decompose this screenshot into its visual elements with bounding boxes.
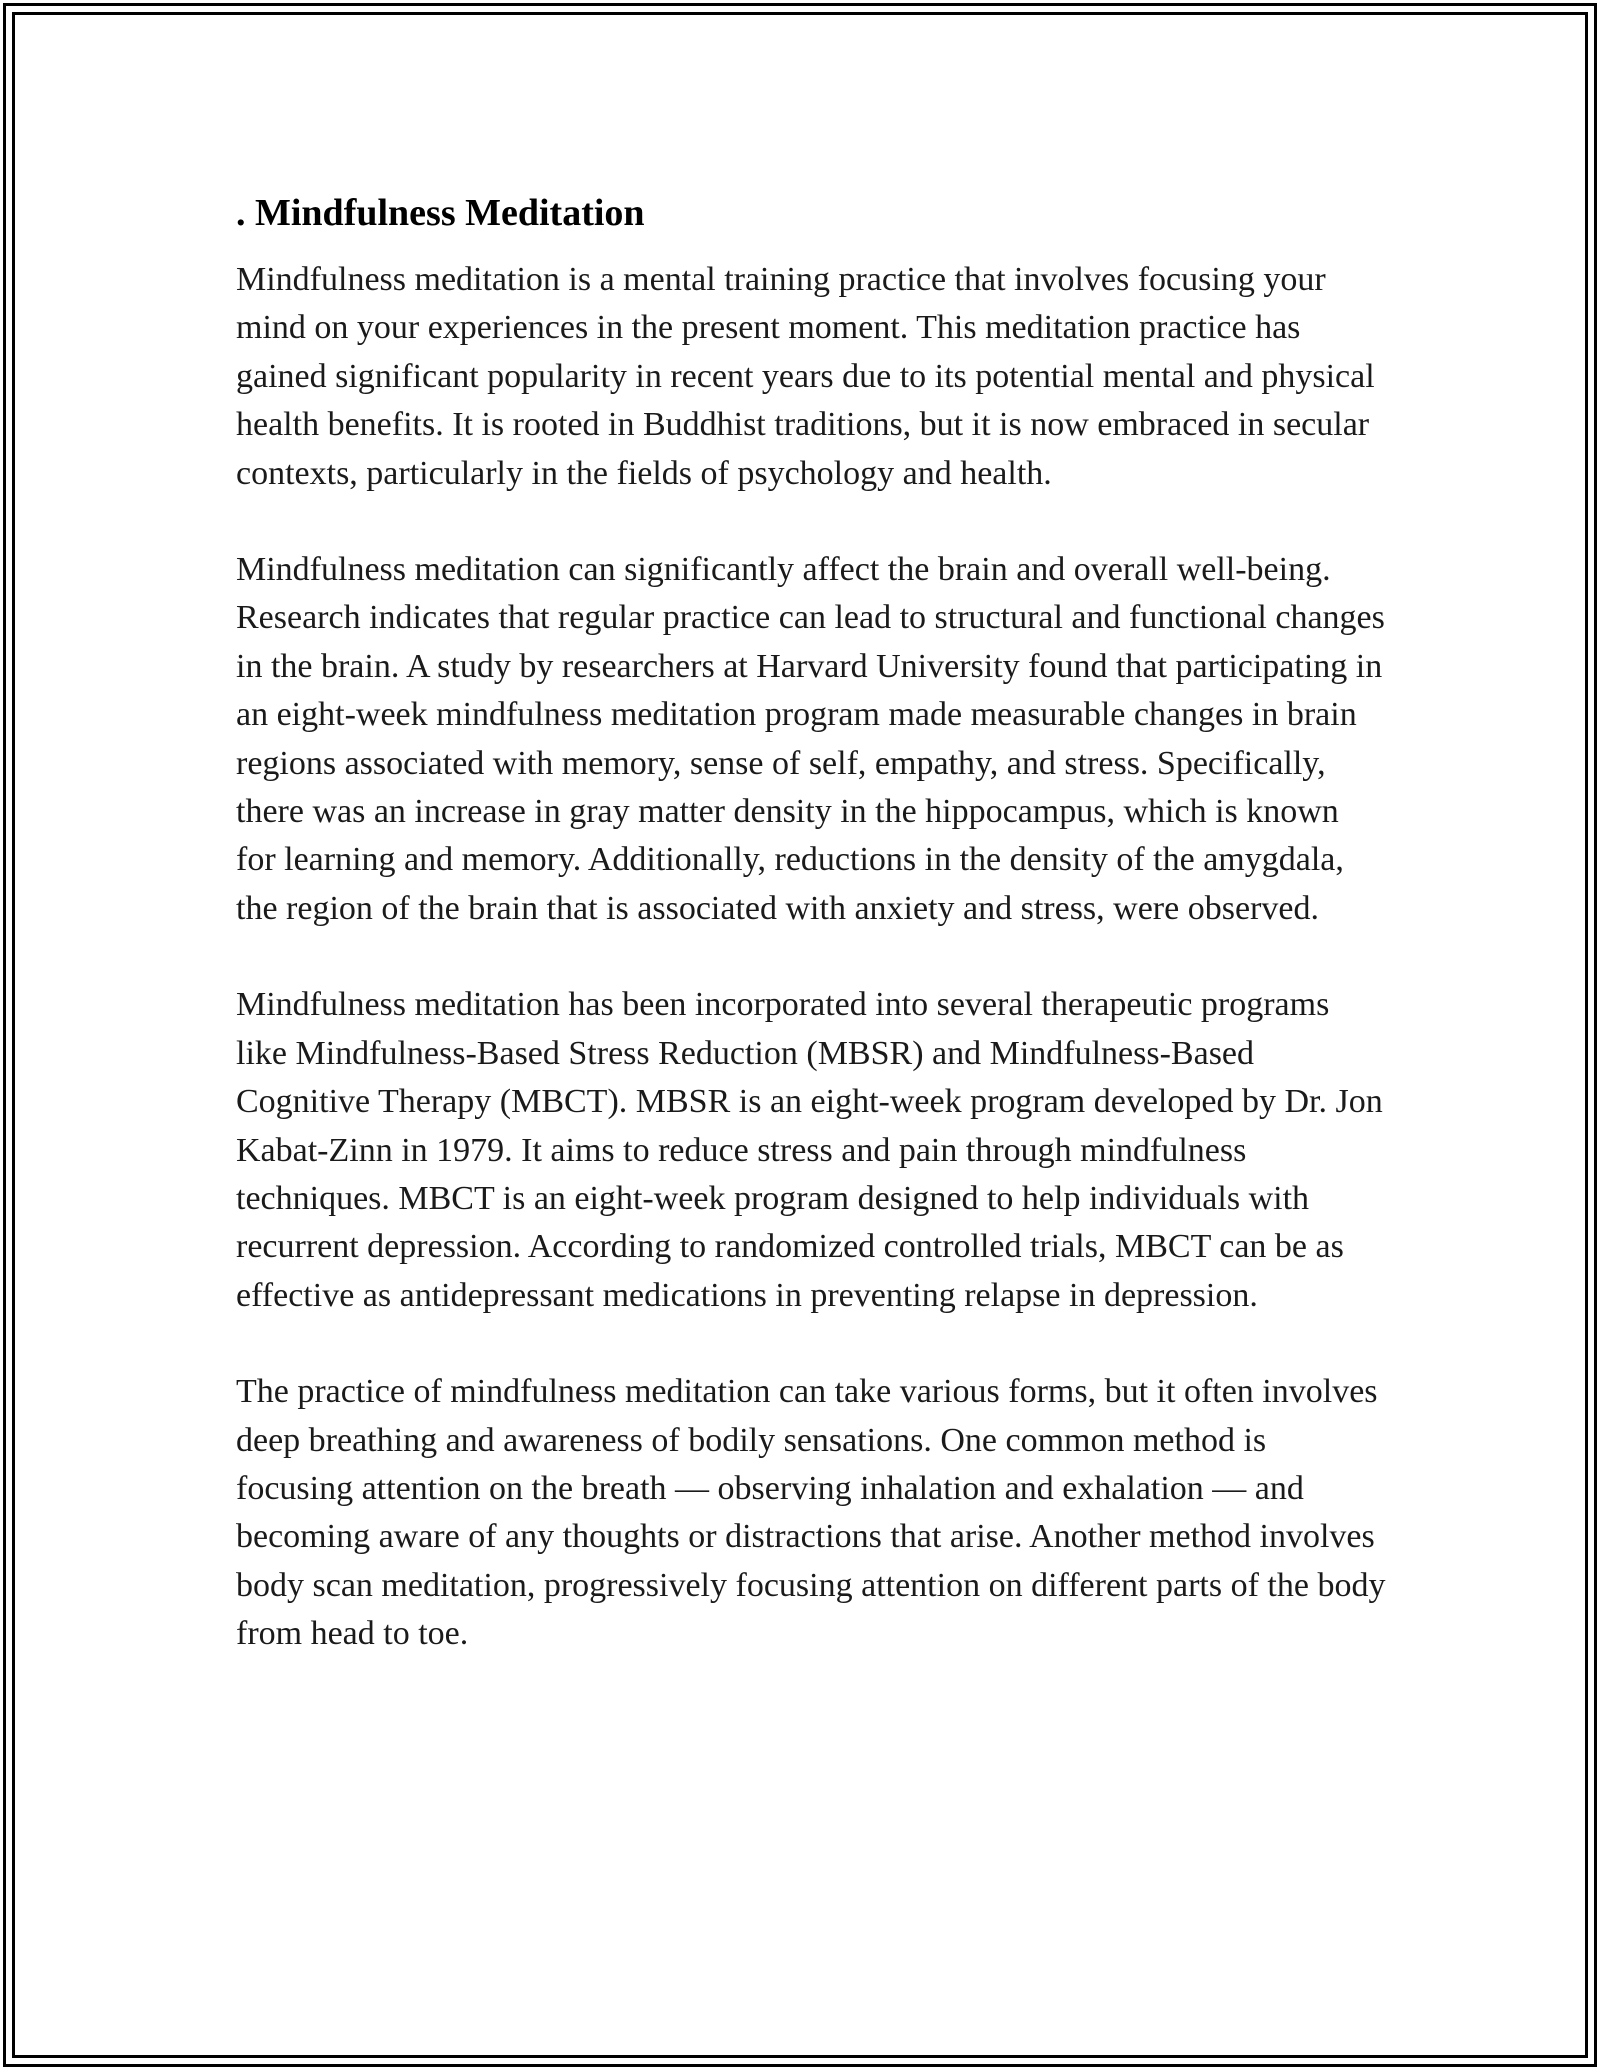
section-heading: . Mindfulness Meditation — [236, 192, 645, 234]
paragraph-intro: Mindfulness meditation is a mental training practice that involves focusing your mind on your experiences in the present moment. This meditation practice has gained significant popularity in recent years due to its potential mental and physical health benefits. It is rooted in Buddhist traditions, but it is now embraced in secular contexts, particularly in the fields of psychology and health. — [236, 261, 1375, 492]
paragraph-brain-effects: Mindfulness meditation can significantly affect the brain and overall well-being. Research indicates that regular practice can lead to structural and functional changes in the brain. A study by researchers at Harvard University found that participating in an eight-week mindfulness meditation program made measurable changes in brain regions associated with memory, sense of self, empathy, and stress. Specifically, there was an increase in gray matter density in the hippocampus, which is known for learning and memory. Additionally, reductions in the density of the amygdala, the region of the brain that is associated with anxiety and stress, were observed. — [236, 551, 1385, 927]
document-body — [236, 186, 1386, 1707]
paragraph-practice-forms: The practice of mindfulness meditation can take various forms, but it often involves deep breathing and awareness of bodily sensations. One common method is focusing attention on the breath — observing inhalation and exhalation — and becoming aware of any thoughts or distractions that arise. Another method involves body scan meditation, progressively focusing attention on different parts of the body from head to toe. — [236, 1373, 1386, 1653]
paragraph-therapeutic-programs: Mindfulness meditation has been incorporated into several therapeutic programs like Mindfulness-Based Stress Reduction (MBSR) and Mindfulness-Based Cognitive Therapy (MBCT). MBSR is an eight-week program developed by Dr. Jon Kabat-Zinn in 1979. It aims to reduce stress and pain through mindfulness techniques. MBCT is an eight-week program designed to help individuals with recurrent depression. According to randomized controlled trials, MBCT can be as effective as antidepressant medications in preventing relapse in depression. — [236, 986, 1383, 1314]
